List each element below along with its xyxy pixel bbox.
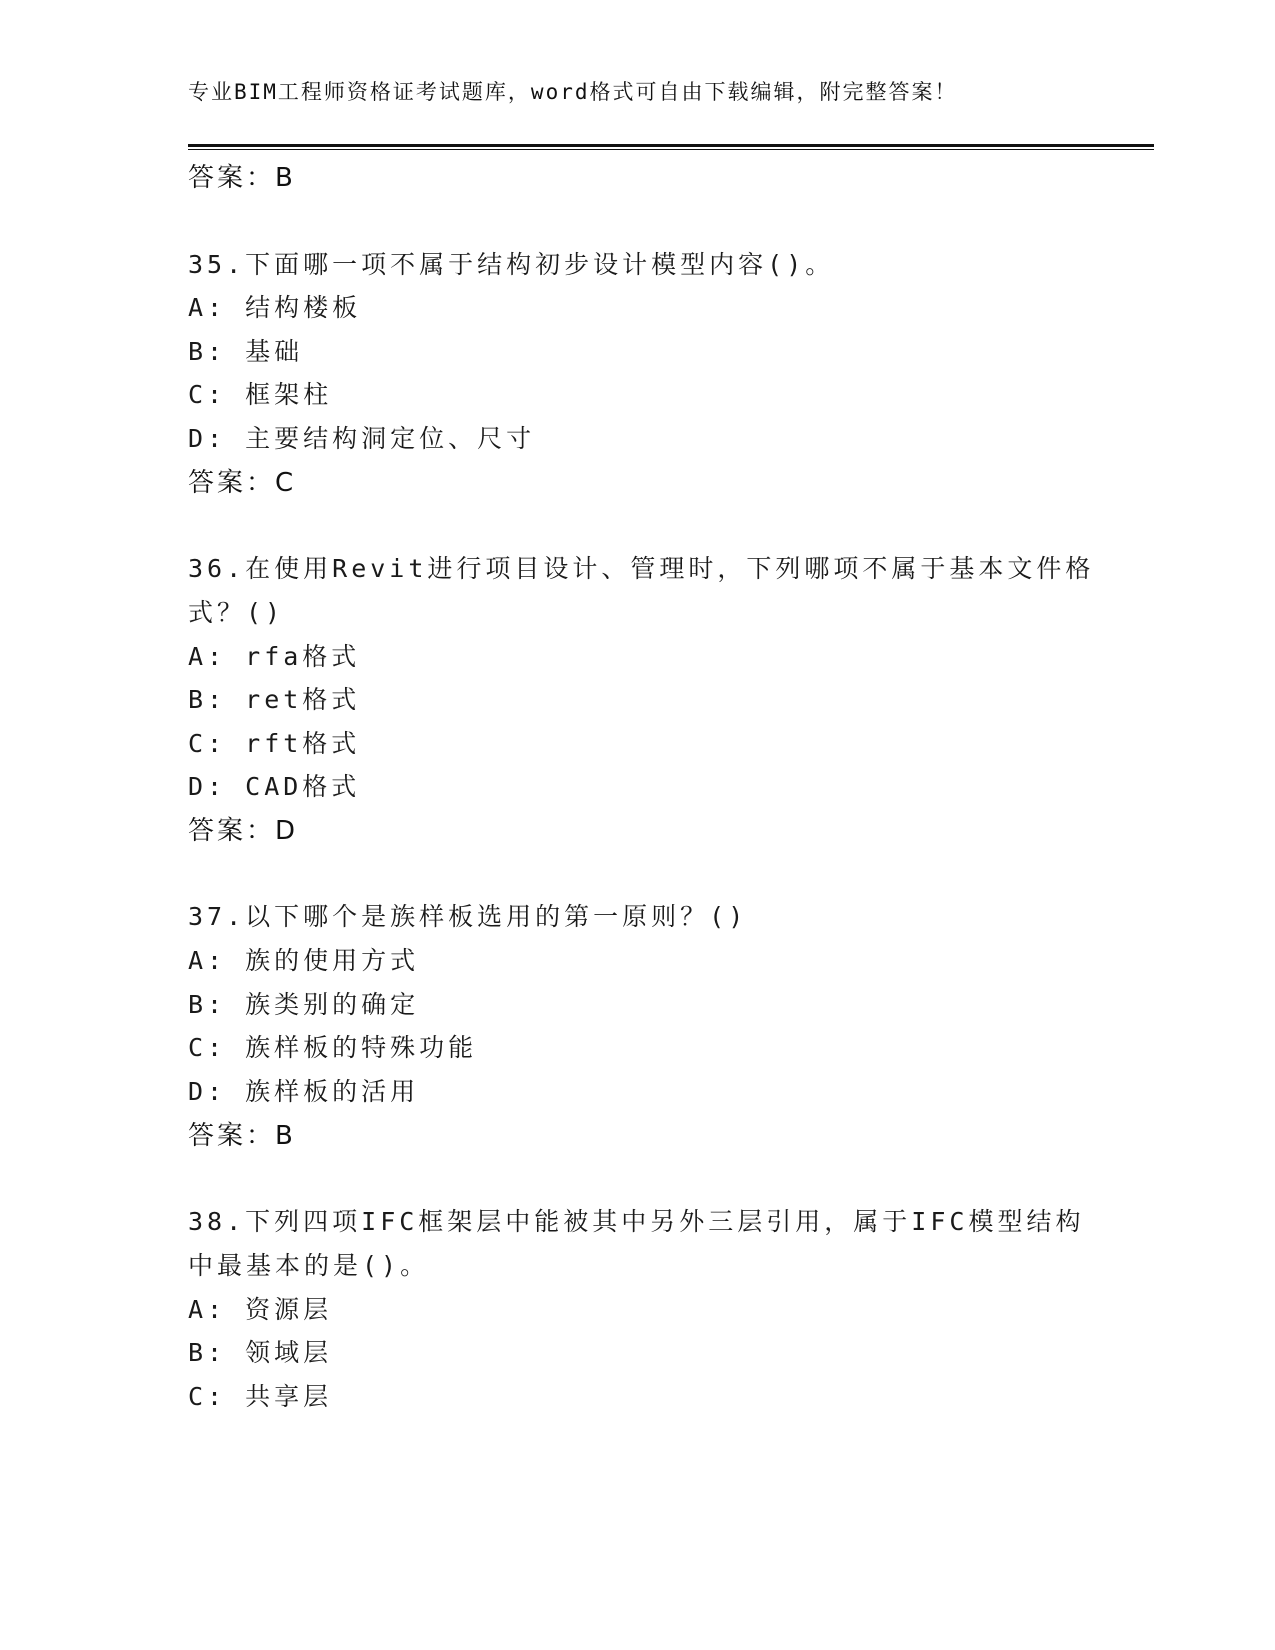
answer-line: 答案：B <box>188 163 296 193</box>
option-b: B: 领域层 <box>188 1338 333 1367</box>
answer-line: 答案：D <box>188 816 299 846</box>
question-stem: 38.下列四项IFC框架层中能被其中另外三层引用，属于IFC模型结构 <box>188 1207 1085 1236</box>
option-c: C: 族样板的特殊功能 <box>188 1033 478 1062</box>
answer-line: 答案：C <box>188 468 297 498</box>
option-b: B: ret格式 <box>188 685 361 714</box>
option-d: D: 主要结构洞定位、尺寸 <box>188 424 536 453</box>
question-stem: 36.在使用Revit进行项目设计、管理时，下列哪项不属于基本文件格 <box>188 554 1095 583</box>
question-stem: 35.下面哪一项不属于结构初步设计模型内容()。 <box>188 250 835 279</box>
option-c: C: 共享层 <box>188 1382 333 1411</box>
option-d: D: 族样板的活用 <box>188 1077 420 1106</box>
option-c: C: rft格式 <box>188 729 361 758</box>
answer-line: 答案：B <box>188 1121 296 1151</box>
question-stem-continued: 式？() <box>188 598 285 627</box>
header-rule-thick <box>188 144 1154 147</box>
option-d: D: CAD格式 <box>188 772 361 801</box>
option-a: A: 资源层 <box>188 1295 333 1324</box>
option-b: B: 基础 <box>188 337 304 366</box>
option-a: A: 结构楼板 <box>188 293 362 322</box>
option-b: B: 族类别的确定 <box>188 990 420 1019</box>
question-stem: 37.以下哪个是族样板选用的第一原则？() <box>188 902 748 931</box>
page-header: 专业BIM工程师资格证考试题库，word格式可自由下载编辑，附完整答案！ <box>188 80 958 104</box>
option-a: A: rfa格式 <box>188 642 361 671</box>
question-stem-continued: 中最基本的是()。 <box>188 1251 430 1280</box>
option-c: C: 框架柱 <box>188 380 333 409</box>
header-rule-thin <box>188 149 1154 150</box>
option-a: A: 族的使用方式 <box>188 946 420 975</box>
